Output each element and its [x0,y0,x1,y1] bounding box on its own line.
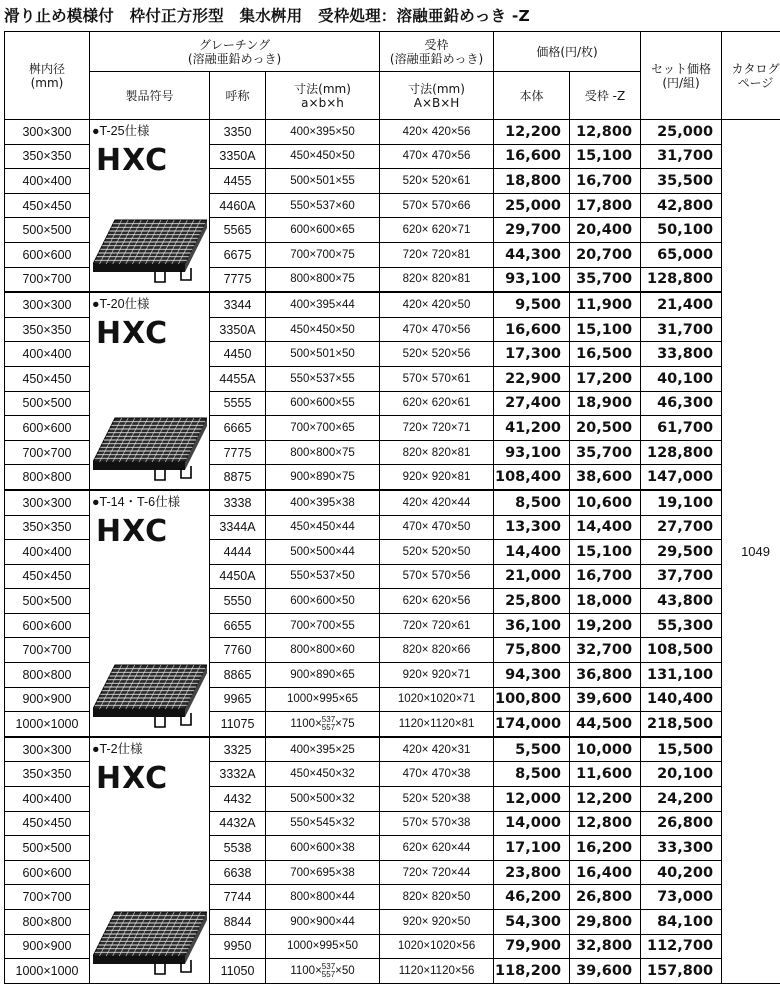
product-code: HXC [96,513,169,549]
inner-size-cell: 450×450 [5,564,90,589]
frame-dim-cell: 470× 470×50 [380,515,494,540]
grating-dim-cell: 1100× 537 557 ×75 [266,712,380,737]
price-body-cell: 16,600 [494,317,570,342]
set-price-cell: 131,100 [641,663,722,688]
price-frame-cell: 16,400 [570,860,641,885]
nominal-cell: 11050 [210,959,266,984]
frame-dim-cell: 1020×1020×56 [380,934,494,959]
frame-dim-cell: 470× 470×56 [380,317,494,342]
frame-dim-cell: 420× 420×56 [380,120,494,145]
price-body-cell: 17,100 [494,836,570,861]
price-body-cell: 54,300 [494,910,570,935]
set-price-cell: 43,800 [641,589,722,614]
frame-dim-cell: 420× 420×44 [380,490,494,515]
product-code: HXC [96,316,169,352]
product-code-cell [90,120,210,293]
nominal-cell: 6655 [210,613,266,638]
header-dim-grating: 寸法(mm) a×b×h [266,72,380,120]
nominal-cell: 3344 [210,292,266,317]
price-frame-cell: 39,600 [570,959,641,984]
nominal-cell: 6638 [210,860,266,885]
grating-dim-cell: 500×501×50 [266,342,380,367]
price-frame-cell: 16,700 [570,169,641,194]
inner-size-cell: 1000×1000 [5,712,90,737]
grating-dim-cell: 450×450×50 [266,317,380,342]
grating-dim-cell: 600×600×65 [266,218,380,243]
nominal-cell: 4460A [210,193,266,218]
frame-dim-cell: 920× 920×50 [380,910,494,935]
price-body-cell: 25,800 [494,589,570,614]
price-body-cell: 93,100 [494,267,570,292]
inner-size-cell: 400×400 [5,787,90,812]
price-body-cell: 5,500 [494,737,570,762]
set-price-cell: 108,500 [641,638,722,663]
grating-dim-cell: 900×900×44 [266,910,380,935]
price-body-cell: 13,300 [494,515,570,540]
price-body-cell: 23,800 [494,860,570,885]
grating-dim-cell: 400×395×25 [266,737,380,762]
grating-dim-cell: 600×600×55 [266,391,380,416]
price-frame-cell: 17,200 [570,366,641,391]
price-frame-cell: 29,800 [570,910,641,935]
inner-size-cell: 450×450 [5,811,90,836]
inner-size-cell: 500×500 [5,589,90,614]
spec-label: ●T-25仕様 [92,124,150,138]
inner-size-cell: 800×800 [5,910,90,935]
price-body-cell: 36,100 [494,613,570,638]
set-price-cell: 19,100 [641,490,722,515]
grating-dim-cell: 450×450×50 [266,144,380,169]
price-frame-cell: 11,600 [570,762,641,787]
table-row [5,292,780,317]
price-frame-cell: 35,700 [570,440,641,465]
grating-dim-cell: 800×800×60 [266,638,380,663]
grating-dim-cell: 550×537×55 [266,366,380,391]
set-price-cell: 140,400 [641,687,722,712]
set-price-cell: 29,500 [641,540,722,565]
price-body-cell: 12,200 [494,120,570,145]
frame-dim-cell: 620× 620×61 [380,391,494,416]
frame-dim-cell: 1120×1120×56 [380,959,494,984]
set-price-cell: 65,000 [641,242,722,267]
set-price-cell: 73,000 [641,885,722,910]
set-price-cell: 26,800 [641,811,722,836]
grating-dim-cell: 800×800×44 [266,885,380,910]
set-price-cell: 61,700 [641,416,722,441]
inner-size-cell: 350×350 [5,762,90,787]
frame-dim-cell: 520× 520×56 [380,342,494,367]
grating-dim-cell: 500×500×44 [266,540,380,565]
grating-dim-cell: 1000×995×50 [266,934,380,959]
price-frame-cell: 32,800 [570,934,641,959]
inner-size-cell: 1000×1000 [5,959,90,984]
frame-dim-cell: 620× 620×71 [380,218,494,243]
price-frame-cell: 16,200 [570,836,641,861]
set-price-cell: 25,000 [641,120,722,145]
inner-size-cell: 700×700 [5,638,90,663]
set-price-cell: 33,800 [641,342,722,367]
set-price-cell: 40,200 [641,860,722,885]
frame-dim-cell: 620× 620×56 [380,589,494,614]
frame-dim-cell: 470× 470×56 [380,144,494,169]
inner-size-cell: 900×900 [5,687,90,712]
price-frame-cell: 12,800 [570,120,641,145]
set-price-cell: 218,500 [641,712,722,737]
nominal-cell: 3332A [210,762,266,787]
table-body [5,120,780,984]
nominal-cell: 8875 [210,465,266,490]
price-body-cell: 21,000 [494,564,570,589]
grating-dim-cell: 400×395×50 [266,120,380,145]
price-frame-cell: 10,000 [570,737,641,762]
frame-dim-cell: 570× 570×66 [380,193,494,218]
grating-dim-cell: 1100× 537 557 ×50 [266,959,380,984]
nominal-cell: 3350A [210,317,266,342]
nominal-cell: 5555 [210,391,266,416]
price-body-cell: 41,200 [494,416,570,441]
grating-dim-cell: 700×700×65 [266,416,380,441]
nominal-cell: 8844 [210,910,266,935]
grating-dim-cell: 700×700×75 [266,242,380,267]
frame-dim-cell: 920× 920×81 [380,465,494,490]
grating-dim-cell: 800×800×75 [266,267,380,292]
inner-size-cell: 600×600 [5,416,90,441]
frame-dim-cell: 570× 570×61 [380,366,494,391]
set-price-cell: 42,800 [641,193,722,218]
frame-dim-cell: 720× 720×61 [380,613,494,638]
price-body-cell: 9,500 [494,292,570,317]
price-body-cell: 8,500 [494,762,570,787]
nominal-cell: 9965 [210,687,266,712]
inner-size-cell: 500×500 [5,218,90,243]
inner-size-cell: 500×500 [5,836,90,861]
price-frame-cell: 19,200 [570,613,641,638]
header-frame: 受枠 (溶融亜鉛めっき) [380,32,494,72]
set-price-cell: 15,500 [641,737,722,762]
nominal-cell: 4444 [210,540,266,565]
inner-size-cell: 600×600 [5,242,90,267]
price-frame-cell: 10,600 [570,490,641,515]
nominal-cell: 4432 [210,787,266,812]
set-price-cell: 128,800 [641,267,722,292]
inner-size-cell: 350×350 [5,515,90,540]
header-frame-z: 受枠 -Z [570,72,641,120]
price-frame-cell: 12,800 [570,811,641,836]
price-frame-cell: 15,100 [570,317,641,342]
frame-dim-cell: 470× 470×38 [380,762,494,787]
product-code-cell [90,292,210,490]
header-price: 価格(円/枚) [494,32,641,72]
price-frame-cell: 35,700 [570,267,641,292]
frame-dim-cell: 720× 720×44 [380,860,494,885]
inner-size-cell: 300×300 [5,120,90,145]
frame-dim-cell: 570× 570×38 [380,811,494,836]
frame-dim-cell: 820× 820×50 [380,885,494,910]
nominal-cell: 4432A [210,811,266,836]
inner-size-cell: 350×350 [5,144,90,169]
set-price-cell: 50,100 [641,218,722,243]
price-frame-cell: 15,100 [570,540,641,565]
header-product-code: 製品符号 [90,72,210,120]
inner-size-cell: 500×500 [5,391,90,416]
price-body-cell: 44,300 [494,242,570,267]
set-price-cell: 27,700 [641,515,722,540]
set-price-cell: 31,700 [641,144,722,169]
inner-size-cell: 800×800 [5,663,90,688]
header-grating: グレーチング (溶融亜鉛めっき) [90,32,380,72]
inner-size-cell: 300×300 [5,490,90,515]
nominal-cell: 7775 [210,440,266,465]
frame-dim-cell: 1020×1020×71 [380,687,494,712]
price-frame-cell: 16,500 [570,342,641,367]
grating-image [93,661,207,731]
nominal-cell: 4455A [210,366,266,391]
inner-size-cell: 600×600 [5,860,90,885]
inner-size-cell: 700×700 [5,267,90,292]
price-frame-cell: 17,800 [570,193,641,218]
frame-dim-cell: 520× 520×50 [380,540,494,565]
grating-dim-cell: 550×537×50 [266,564,380,589]
nominal-cell: 8865 [210,663,266,688]
price-body-cell: 75,800 [494,638,570,663]
grating-dim-cell: 450×450×32 [266,762,380,787]
price-body-cell: 17,300 [494,342,570,367]
nominal-cell: 3350 [210,120,266,145]
nominal-cell: 7744 [210,885,266,910]
inner-size-cell: 400×400 [5,169,90,194]
header-inner-size: 桝内径 (mm) [5,32,90,120]
nominal-cell: 4450 [210,342,266,367]
set-price-cell: 128,800 [641,440,722,465]
nominal-cell: 11075 [210,712,266,737]
nominal-cell: 4450A [210,564,266,589]
nominal-cell: 3344A [210,515,266,540]
spec-label: ●T-14・T-6仕様 [92,494,181,509]
price-frame-cell: 11,900 [570,292,641,317]
product-code-cell [90,737,210,983]
price-frame-cell: 36,800 [570,663,641,688]
inner-size-cell: 300×300 [5,737,90,762]
grating-dim-cell: 400×395×38 [266,490,380,515]
product-code: HXC [96,143,169,178]
price-body-cell: 100,800 [494,687,570,712]
grating-dim-cell: 700×700×55 [266,613,380,638]
price-frame-cell: 15,100 [570,144,641,169]
price-frame-cell: 26,800 [570,885,641,910]
frame-dim-cell: 920× 920×71 [380,663,494,688]
set-price-cell: 147,000 [641,465,722,490]
nominal-cell: 5550 [210,589,266,614]
price-body-cell: 174,000 [494,712,570,737]
set-price-cell: 33,300 [641,836,722,861]
grating-image [93,216,207,286]
set-price-cell: 157,800 [641,959,722,984]
grating-image [93,414,207,484]
catalog-page-cell: 1049 [722,120,780,984]
price-frame-cell: 18,900 [570,391,641,416]
page-title: 滑り止め模様付 枠付正方形型 集水桝用 受枠処理：溶融亜鉛めっき -Z [4,7,530,25]
inner-size-cell: 450×450 [5,193,90,218]
inner-size-cell: 900×900 [5,934,90,959]
nominal-cell: 5538 [210,836,266,861]
grating-dim-cell: 700×695×38 [266,860,380,885]
inner-size-cell: 600×600 [5,613,90,638]
nominal-cell: 9950 [210,934,266,959]
nominal-cell: 3350A [210,144,266,169]
nominal-cell: 7775 [210,267,266,292]
grating-dim-cell: 600×600×50 [266,589,380,614]
grating-dim-cell: 800×800×75 [266,440,380,465]
price-body-cell: 12,000 [494,787,570,812]
dim-fraction: 537 557 [321,961,336,979]
price-body-cell: 46,200 [494,885,570,910]
set-price-cell: 37,700 [641,564,722,589]
set-price-cell: 84,100 [641,910,722,935]
grating-dim-cell: 550×537×60 [266,193,380,218]
price-body-cell: 18,800 [494,169,570,194]
set-price-cell: 55,300 [641,613,722,638]
inner-size-cell: 400×400 [5,540,90,565]
inner-size-cell: 400×400 [5,342,90,367]
price-body-cell: 8,500 [494,490,570,515]
price-frame-cell: 38,600 [570,465,641,490]
frame-dim-cell: 820× 820×66 [380,638,494,663]
product-code: HXC [96,760,169,796]
frame-dim-cell: 720× 720×71 [380,416,494,441]
grating-dim-cell: 900×890×65 [266,663,380,688]
table-row [5,120,780,145]
price-body-cell: 22,900 [494,366,570,391]
frame-dim-cell: 1120×1120×81 [380,712,494,737]
header-catalog: カタログ ページ [722,32,780,120]
product-code-cell [90,490,210,737]
set-price-cell: 35,500 [641,169,722,194]
price-body-cell: 108,400 [494,465,570,490]
inner-size-cell: 700×700 [5,440,90,465]
price-frame-cell: 14,400 [570,515,641,540]
inner-size-cell: 450×450 [5,366,90,391]
header-body: 本体 [494,72,570,120]
price-frame-cell: 20,500 [570,416,641,441]
price-body-cell: 79,900 [494,934,570,959]
price-frame-cell: 12,200 [570,787,641,812]
price-frame-cell: 16,700 [570,564,641,589]
frame-dim-cell: 520× 520×38 [380,787,494,812]
frame-dim-cell: 820× 820×81 [380,440,494,465]
header-set-price: セット価格 (円/組) [641,32,722,120]
nominal-cell: 5565 [210,218,266,243]
price-frame-cell: 32,700 [570,638,641,663]
nominal-cell: 6675 [210,242,266,267]
grating-dim-cell: 600×600×38 [266,836,380,861]
price-body-cell: 27,400 [494,391,570,416]
price-frame-cell: 39,600 [570,687,641,712]
frame-dim-cell: 720× 720×81 [380,242,494,267]
frame-dim-cell: 620× 620×44 [380,836,494,861]
price-body-cell: 118,200 [494,959,570,984]
spec-label: ●T-20仕様 [92,297,150,312]
inner-size-cell: 800×800 [5,465,90,490]
nominal-cell: 4455 [210,169,266,194]
grating-dim-cell: 900×890×75 [266,465,380,490]
grating-dim-cell: 500×501×55 [266,169,380,194]
header-nominal: 呼称 [210,72,266,120]
price-frame-cell: 20,700 [570,242,641,267]
frame-dim-cell: 420× 420×50 [380,292,494,317]
set-price-cell: 24,200 [641,787,722,812]
table-row [5,490,780,515]
price-body-cell: 14,400 [494,540,570,565]
grating-dim-cell: 500×500×32 [266,787,380,812]
price-frame-cell: 44,500 [570,712,641,737]
price-table [4,31,780,984]
set-price-cell: 31,700 [641,317,722,342]
price-frame-cell: 20,400 [570,218,641,243]
nominal-cell: 6665 [210,416,266,441]
frame-dim-cell: 570× 570×56 [380,564,494,589]
grating-dim-cell: 450×450×44 [266,515,380,540]
set-price-cell: 112,700 [641,934,722,959]
dim-fraction: 537 557 [321,715,336,733]
price-body-cell: 16,600 [494,144,570,169]
grating-dim-cell: 550×545×32 [266,811,380,836]
set-price-cell: 40,100 [641,366,722,391]
grating-dim-cell: 400×395×44 [266,292,380,317]
nominal-cell: 3338 [210,490,266,515]
frame-dim-cell: 420× 420×31 [380,737,494,762]
inner-size-cell: 350×350 [5,317,90,342]
grating-image [93,908,207,978]
inner-size-cell: 300×300 [5,292,90,317]
price-body-cell: 93,100 [494,440,570,465]
price-body-cell: 14,000 [494,811,570,836]
nominal-cell: 7760 [210,638,266,663]
header-dim-frame: 寸法(mm) A×B×H [380,72,494,120]
nominal-cell: 3325 [210,737,266,762]
frame-dim-cell: 820× 820×81 [380,267,494,292]
set-price-cell: 46,300 [641,391,722,416]
set-price-cell: 20,100 [641,762,722,787]
price-frame-cell: 18,000 [570,589,641,614]
price-body-cell: 25,000 [494,193,570,218]
price-body-cell: 29,700 [494,218,570,243]
frame-dim-cell: 520× 520×61 [380,169,494,194]
table-row [5,737,780,762]
spec-label: ●T-2仕様 [92,741,143,756]
grating-dim-cell: 1000×995×65 [266,687,380,712]
set-price-cell: 21,400 [641,292,722,317]
price-body-cell: 94,300 [494,663,570,688]
inner-size-cell: 700×700 [5,885,90,910]
